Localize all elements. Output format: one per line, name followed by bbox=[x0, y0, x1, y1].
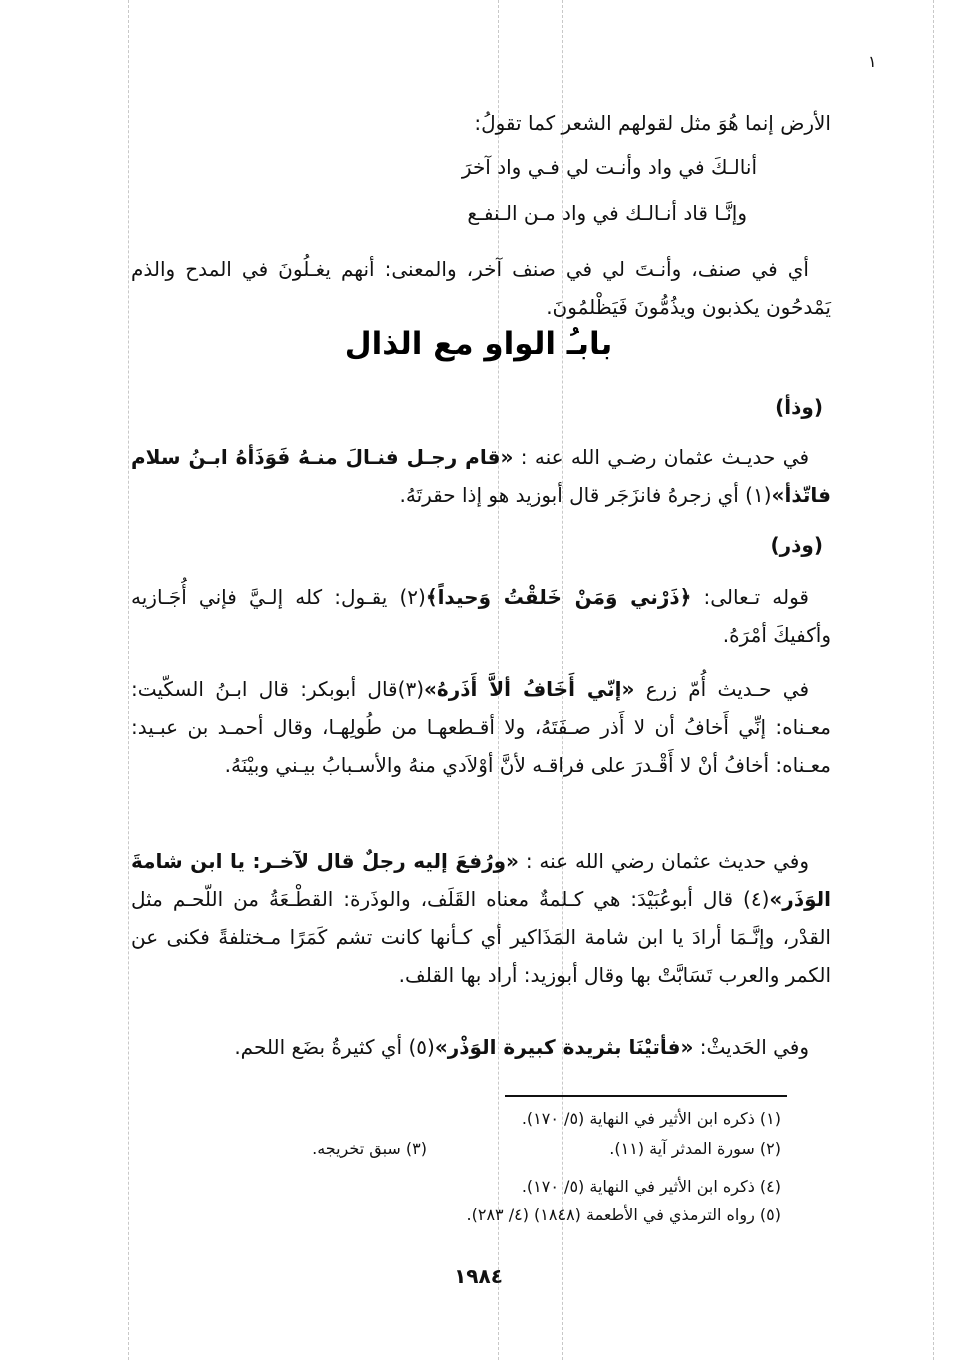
scan-guide-line bbox=[933, 0, 934, 1360]
entry-wadhar-lead: قوله تـعالى: bbox=[703, 585, 809, 609]
ibn-shamah-rest: (٤) قال أبوعُبَيْدَ: هي كـلمةٌ معناه القَلَف، والوذَرة: القطْـعَةُ من اللّحـم مثل القدْر، وإنَّـمَا أرادَ يا ابن شامة المَذَاكير أي كـأنها كانت تشم كَمَرًا مـختلفةً فكنى عن الكمر والعرب تَسَابَّتْ بها وقال أبوزيد: أراد بها القلف. bbox=[131, 887, 831, 987]
explanation-text: أي في صنف، وأنـتَ لي في صنف آخر، والمعنى: أنهم يغـلُونَ في المدح والذم يَمْدحُون يكذبون ويذُمُّونَ فَيَظْلمُونَ. bbox=[131, 257, 831, 319]
footnote-divider bbox=[505, 1095, 787, 1097]
footnote-3: (٣) سبق تخريجه. bbox=[312, 1139, 427, 1158]
entry-wadha-paragraph bbox=[131, 438, 831, 514]
corner-mark: ١ bbox=[868, 52, 877, 71]
umm-zar-quote: «إنّي أَخَافُ ألاَّ أَذَرهُ» bbox=[424, 677, 635, 701]
explanation-paragraph bbox=[131, 250, 831, 326]
entry-wadhar-quote: ﴿ذَرْني وَمَنْ خَلقْتُ وَحيداً﴾ bbox=[425, 585, 692, 609]
ibn-shamah-quote: «ورُفعَ إليه رجلٌ قال لآخـر: يا ابن شامةَ الوَذَر» bbox=[131, 849, 831, 911]
chapter-title: بابـُ الواو مع الذال bbox=[344, 326, 613, 362]
intro-line: الأرض إنما هُوَ مثل لقولهم الشعر كما تقولُ: bbox=[474, 111, 831, 135]
entry-wadha-rest: (١) أي زجرهُ فانزَجَر قال أبوزيد هو إذا حقرتَهُ. bbox=[399, 483, 772, 507]
tharid-rest: (٥) أي كثيرةُ بضَع اللحم. bbox=[234, 1035, 435, 1059]
entry-wadha-quote: «قام رجـل فنـالَ منـهُ فَوَذَأهُ ابـنُ سلام فاتّذأ» bbox=[131, 445, 831, 507]
tharid-paragraph bbox=[131, 1028, 831, 1066]
footnote-4: (٤) ذكره ابن الأثير في النهاية (٥/ ١٧٠). bbox=[521, 1177, 781, 1196]
entry-head-wadha: (وذأ) bbox=[775, 395, 823, 419]
entry-wadhar-paragraph bbox=[131, 578, 831, 654]
footnote-1: (١) ذكره ابن الأثير في النهاية (٥/ ١٧٠). bbox=[521, 1109, 781, 1128]
entry-head-wadhar: (وذر) bbox=[770, 533, 823, 557]
tharid-lead: وفي الحَديثْ: bbox=[699, 1035, 809, 1059]
page-number: ١٩٨٤ bbox=[454, 1264, 503, 1288]
footnote-2: (٢) سورة المدثر آية (١١). bbox=[609, 1139, 781, 1158]
umm-zar-lead: في حـديث أُمّ زرع bbox=[645, 677, 810, 701]
verse-line-1: أنالـكَ في واد وأنـت لي فـي واد آخرَ bbox=[461, 155, 757, 179]
verse-line-2: وإنَّـا قاد أنـالـك في واد مـن الـنفـع bbox=[467, 201, 747, 225]
scan-guide-line bbox=[128, 0, 129, 1360]
entry-wadhar-rest: (٢) يقـول: كله إلـيَّ فإني أُجَـازيه وأكفيكَ أمْرَهُ. bbox=[131, 585, 831, 647]
ibn-shamah-lead: وفي حديث عثمان رضي الله عنه : bbox=[525, 849, 810, 873]
tharid-quote: «فأتيْنَا بثريدة كبيرة الوَذْر» bbox=[434, 1035, 694, 1059]
entry-wadha-lead: في حديـث عثمان رضـي الله عنه : bbox=[520, 445, 810, 469]
footnote-5: (٥) رواه الترمذي في الأطعمة (١٨٤٨) (٤/ ٢٨٣). bbox=[466, 1205, 781, 1224]
ibn-shamah-paragraph bbox=[131, 842, 831, 994]
umm-zar-rest: (٣)قال أبوبكر: قال ابـنُ السكّيت: معـناه: إنِّي أَخافُ أن لا أَذر صـفَتَهُ، ولا أقـطعهـا من طُولِهـا، وقال أحمـد بن عبـيد: معـناه: أخافُ أنْ لا أَقْـدرَ على فراقـه لأنَّ أوْلاَدي منهُ والأسـبابُ بيـني وبيْنَهُ. bbox=[131, 677, 831, 777]
umm-zar-paragraph bbox=[131, 670, 831, 784]
